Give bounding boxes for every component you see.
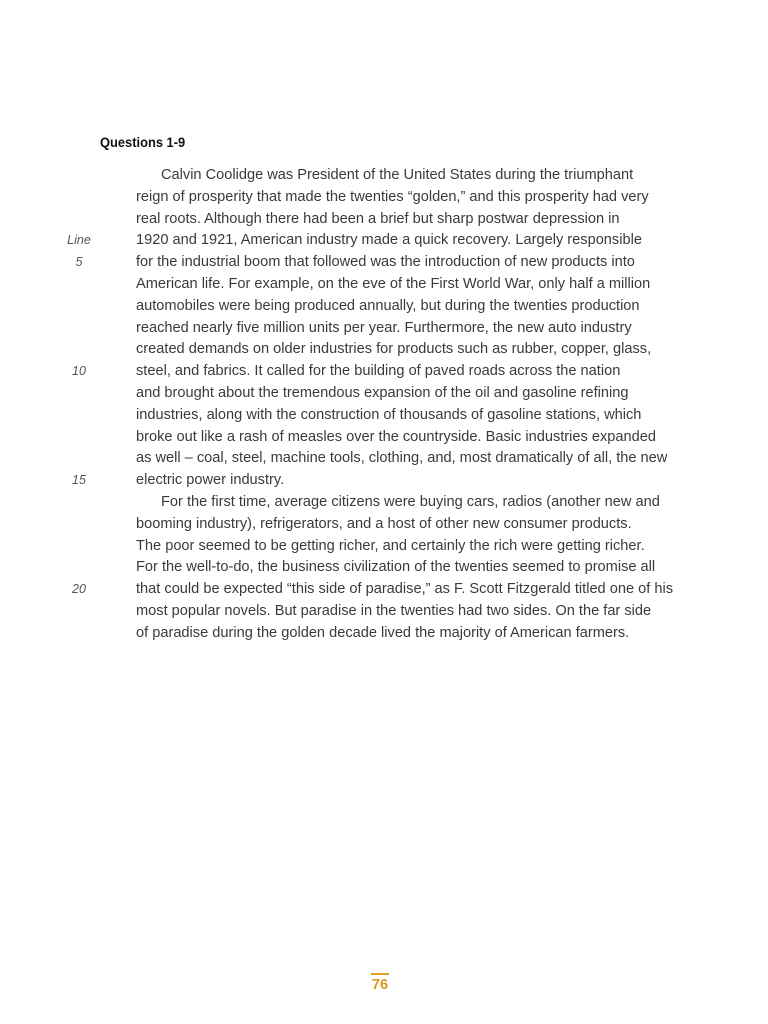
passage-line: booming industry), refrigerators, and a host of other new consumer products. bbox=[136, 515, 632, 532]
passage-line: steel, and fabrics. It called for the building of paved roads across the nation bbox=[136, 363, 621, 380]
passage-line: reign of prosperity that made the twenties “golden,” and this prosperity had very bbox=[136, 188, 649, 205]
passage-line: The poor seemed to be getting richer, and certainly the rich were getting richer. bbox=[136, 537, 645, 554]
passage-line: Calvin Coolidge was President of the United States during the triumphant bbox=[161, 167, 634, 183]
passage-line: American life. For example, on the eve of the First World War, only half a million bbox=[136, 275, 651, 292]
passage-line: real roots. Although there had been a brief but sharp postwar depression in bbox=[136, 210, 620, 227]
passage-line: of paradise during the golden decade lived the majority of American farmers. bbox=[136, 624, 630, 641]
line-number-10: 10 bbox=[72, 364, 86, 378]
passage-line: For the first time, average citizens were buying cars, radios (another new and bbox=[161, 493, 660, 510]
passage-line: and brought about the tremendous expansion of the oil and gasoline refining bbox=[136, 384, 629, 401]
page-number: 76 bbox=[371, 977, 389, 993]
section-heading: Questions 1-9 bbox=[100, 134, 186, 150]
line-marker-label: Line bbox=[67, 233, 91, 247]
passage-line: For the well-to-do, the business civilization of the twenties seemed to promise all bbox=[136, 559, 656, 576]
passage-line: most popular novels. But paradise in the twenties had two sides. On the far side bbox=[136, 602, 652, 619]
passage-line: as well – coal, steel, machine tools, clothing, and, most dramatically of all, the new bbox=[136, 450, 668, 467]
passage-line: broke out like a rash of measles over the countryside. Basic industries expanded bbox=[136, 428, 656, 445]
passage-line: that could be expected “this side of paradise,” as F. Scott Fitzgerald titled one of his bbox=[136, 581, 674, 598]
line-number-15: 15 bbox=[72, 473, 86, 487]
passage-line: electric power industry. bbox=[136, 472, 285, 489]
passage-line: industries, along with the construction of thousands of gasoline stations, which bbox=[136, 406, 642, 423]
passage-line: automobiles were being produced annually, but during the twenties production bbox=[136, 297, 640, 314]
line-number-20: 20 bbox=[72, 582, 86, 596]
page-number-rule bbox=[371, 973, 389, 975]
passage-line: created demands on older industries for products such as rubber, copper, glass, bbox=[136, 341, 652, 358]
reading-passage bbox=[136, 165, 716, 645]
passage-line: for the industrial boom that followed was the introduction of new products into bbox=[136, 254, 635, 271]
passage-line: 1920 and 1921, American industry made a quick recovery. Largely responsible bbox=[136, 232, 642, 249]
passage-line: reached nearly five million units per year. Furthermore, the new auto industry bbox=[136, 319, 632, 336]
line-number-5: 5 bbox=[75, 255, 83, 269]
